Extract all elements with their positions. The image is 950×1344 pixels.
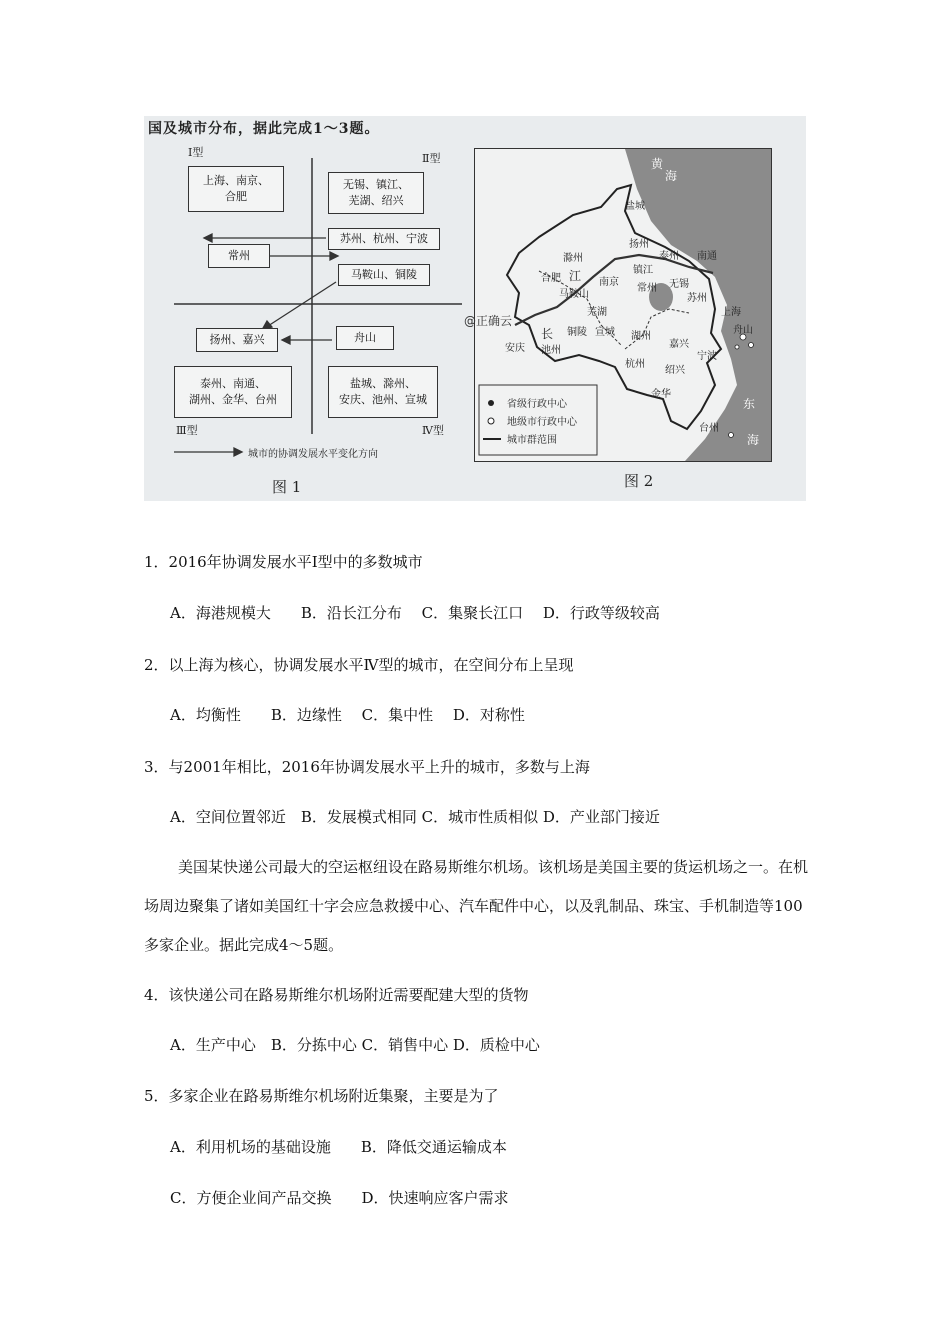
fig2-map: [474, 148, 772, 462]
figure-header-text: 国及城市分布，据此完成1～3题。: [148, 121, 380, 137]
type-iv-label: Ⅳ型: [422, 424, 444, 437]
map-legend-provincial: 省级行政中心: [507, 399, 567, 410]
fig1-box-type3: 泰州、南通、 湖州、金华、台州: [174, 366, 292, 418]
question-2-stem: 2．以上海为核心，协调发展水平Ⅳ型的城市，在空间分布上呈现: [144, 656, 574, 674]
question-3-options: A．空间位置邻近 B．发展模式相同 C．城市性质相似 D．产业部门接近: [170, 808, 660, 826]
question-4-stem: 4．该快递公司在路易斯维尔机场附近需要配建大型的货物: [144, 986, 529, 1004]
city-zhoushan: 舟山: [733, 325, 753, 336]
city-nanjing: 南京: [599, 277, 619, 288]
city-jiaxing: 嘉兴: [669, 339, 689, 350]
fig1-box-suzhou-group: 苏州、杭州、宁波: [328, 228, 440, 250]
map-legend-prefecture: 地级市行政中心: [507, 417, 577, 428]
type-iii-label: Ⅲ型: [176, 424, 198, 437]
city-changzhou: 常州: [637, 283, 657, 294]
city-taizhou-zj: 台州: [699, 423, 719, 434]
city-shaoxing: 绍兴: [665, 365, 685, 376]
fig1-box-maanshan: 马鞍山、铜陵: [338, 264, 430, 286]
sea-label-hai2: 海: [747, 433, 760, 447]
watermark: @正确云: [464, 314, 513, 328]
fig1-box-zhoushan: 舟山: [336, 326, 394, 350]
city-xuancheng: 宣城: [595, 327, 615, 338]
question-figure: [144, 116, 806, 501]
sea-label-huang: 黄: [651, 157, 664, 171]
question-2-options: A．均衡性 B．边缘性 C．集中性 D．对称性: [170, 706, 525, 724]
city-suzhou: 苏州: [687, 293, 707, 304]
city-shanghai: 上海: [721, 307, 741, 318]
city-hangzhou: 杭州: [625, 359, 645, 370]
question-5-options-line1: A．利用机场的基础设施 B．降低交通运输成本: [170, 1138, 507, 1156]
map-legend-cluster: 城市群范围: [507, 435, 557, 446]
city-chuzhou: 滁州: [563, 253, 583, 264]
question-5-stem: 5．多家企业在路易斯维尔机场附近集聚，主要是为了: [144, 1087, 499, 1105]
type-i-label: Ⅰ型: [188, 146, 204, 159]
fig1-box-type2: 无锡、镇江、 芜湖、绍兴: [328, 172, 424, 214]
question-4-options: A．生产中心 B．分拣中心 C．销售中心 D．质检中心: [170, 1036, 540, 1054]
reading-passage: 美国某快递公司最大的空运枢纽设在路易斯维尔机场。该机场是美国主要的货运机场之一。在机场周边聚集了诸如美国红十字会应急救援中心、汽车配件中心，以及乳制品、珠宝、手机制造等100多家企业。据此完成4～5题。: [144, 858, 809, 954]
city-wuxi: 无锡: [669, 279, 689, 290]
sea-label-dong: 东: [743, 397, 756, 411]
city-tongling: 铜陵: [567, 327, 587, 338]
city-jinhua: 金华: [651, 389, 671, 400]
fig1-box-changzhou: 常州: [208, 244, 270, 268]
city-wuhu: 芜湖: [587, 307, 607, 318]
sea-label-hai1: 海: [665, 169, 678, 183]
city-yangzhou: 扬州: [629, 239, 649, 250]
question-3-stem: 3．与2001年相比，2016年协调发展水平上升的城市，多数与上海: [144, 758, 590, 776]
city-taizhou-js: 泰州: [659, 251, 679, 262]
city-hefei: 合肥: [541, 273, 561, 284]
fig1-box-type1: 上海、南京、 合肥: [188, 166, 284, 212]
question-1-options: A．海港规模大 B．沿长江分布 C．集聚长江口 D．行政等级较高: [170, 604, 660, 622]
river-label-jiang: 江: [569, 269, 582, 283]
fig1-box-type4: 盐城、滁州、 安庆、池州、宣城: [328, 366, 438, 418]
river-label-chang: 长: [541, 327, 554, 341]
city-ningbo: 宁波: [697, 351, 717, 362]
city-huzhou: 湖州: [631, 331, 651, 342]
city-zhenjiang: 镇江: [633, 265, 653, 276]
question-5-options-line2: C．方便企业间产品交换 D．快速响应客户需求: [170, 1189, 509, 1207]
fig1-legend-text: 城市的协调发展水平变化方向: [248, 449, 378, 460]
city-yancheng: 盐城: [625, 201, 645, 212]
type-ii-label: Ⅱ型: [422, 152, 441, 165]
question-1-stem: 1．2016年协调发展水平Ⅰ型中的多数城市: [144, 553, 423, 571]
city-anqing: 安庆: [505, 343, 525, 354]
city-nantong: 南通: [697, 251, 717, 262]
fig1-caption: 图 1: [272, 478, 302, 496]
fig2-caption: 图 2: [624, 472, 654, 490]
city-maanshan: 马鞍山: [559, 289, 589, 300]
city-chizhou: 池州: [541, 345, 561, 356]
fig1-box-yangzhou: 扬州、嘉兴: [196, 328, 278, 352]
